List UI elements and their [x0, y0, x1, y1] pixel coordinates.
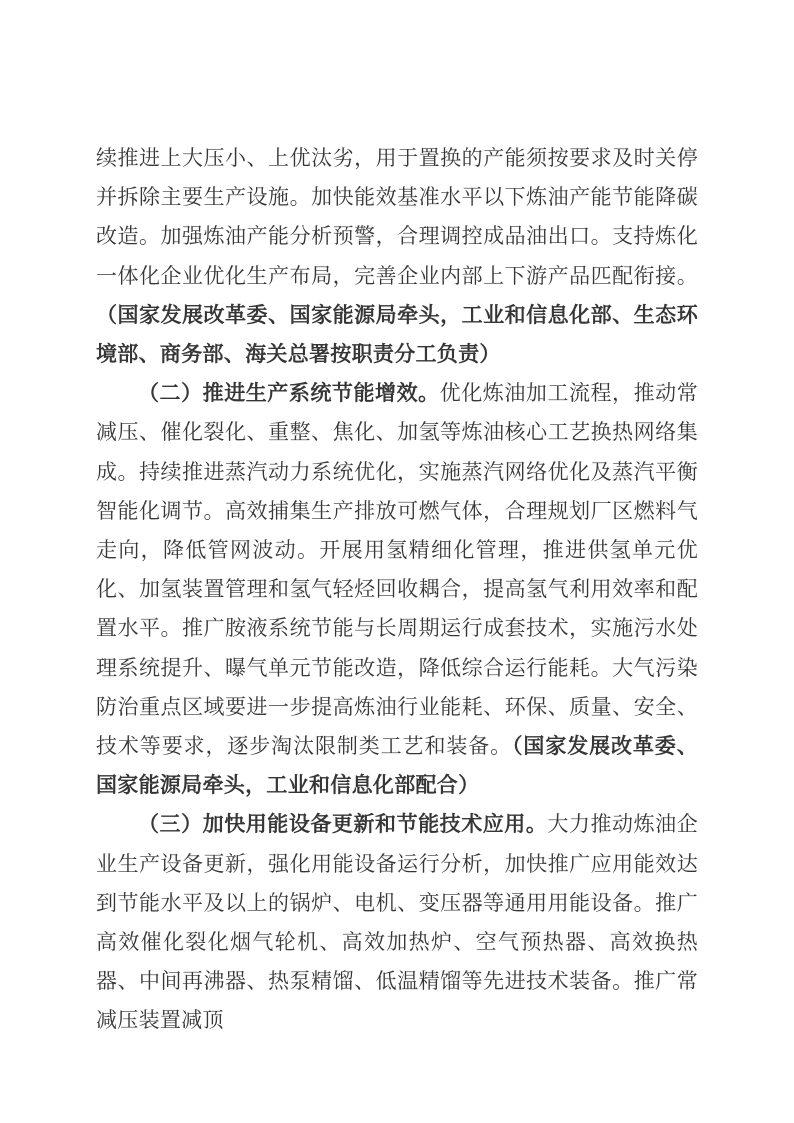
paragraph-continuation: [96, 139, 698, 374]
paragraph-section-2: [96, 374, 698, 805]
emphasis-text: （三）加快用能设备更新和节能技术应用。: [138, 812, 548, 837]
body-text: 续推进上大压小、上优汰劣，用于置换的产能须按要求及时关停并拆除主要生产设施。加快能效基准水平以下炼油产能节能降碳改造。加强炼油产能分析预警，合理调控成品油出口。支持炼化一体化企业优化生产布局，完善企业内部上下游产品匹配衔接。: [96, 146, 698, 288]
emphasis-text: （国家发展改革委、国家能源局牵头，工业和信息化部配合）: [96, 734, 698, 798]
body-text: 优化炼油加工流程，推动常减压、催化裂化、重整、焦化、加氢等炼油核心工艺换热网络集成。持续推进蒸汽动力系统优化，实施蒸汽网络优化及蒸汽平衡智能化调节。高效捕集生产排放可燃气体，合理规划厂区燃料气走向，降低管网波动。开展用氢精细化管理，推进供氢单元优化、加氢装置管理和氢气轻烃回收耦合，提高氢气利用效率和配置水平。推广胺液系统节能与长周期运行成套技术，实施污水处理系统提升、曝气单元节能改造，降低综合运行能耗。大气污染防治重点区域要进一步提高炼油行业能耗、环保、质量、安全、技术等要求，逐步淘汰限制类工艺和装备。: [96, 381, 698, 759]
body-text: 大力推动炼油企业生产设备更新，强化用能设备运行分析，加快推广应用能效达到节能水平及以上的锅炉、电机、变压器等通用用能设备。推广高效催化裂化烟气轮机、高效加热炉、空气预热器、高效换热器、中间再沸器、热泵精馏、低温精馏等先进技术装备。推广常减压装置减顶: [96, 812, 698, 1033]
document-body: [96, 139, 698, 1041]
emphasis-text: （国家发展改革委、国家能源局牵头，工业和信息化部、生态环境部、商务部、海关总署按职责分工负责）: [96, 302, 698, 367]
paragraph-section-3: [96, 805, 698, 1040]
emphasis-text: （二）推进生产系统节能增效。: [138, 381, 440, 406]
